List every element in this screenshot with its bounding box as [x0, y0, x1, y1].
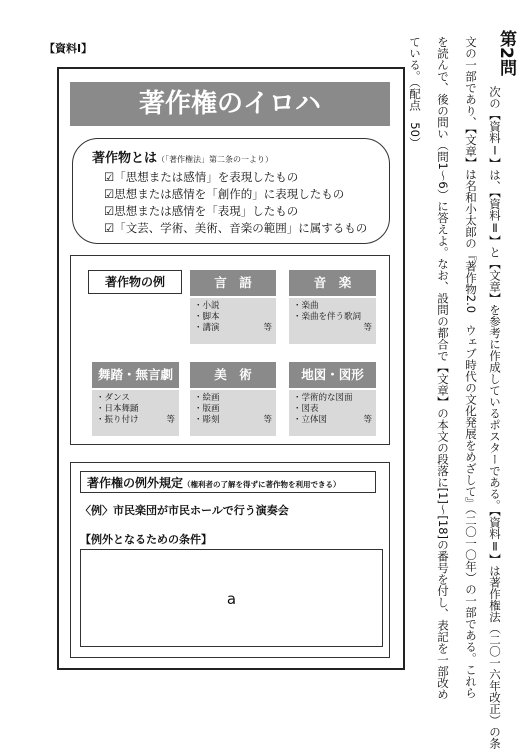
category-art-head: 美 術 — [190, 362, 276, 388]
category-note: 等 — [363, 415, 372, 425]
definition-item: ☑「思想または感情」を表現したもの — [104, 170, 299, 184]
category-item: ・楽曲を伴う歌詞 — [293, 312, 362, 322]
definition-title — [92, 147, 273, 166]
category-item: ・小説 — [194, 301, 220, 311]
category-note: 等 — [166, 415, 175, 425]
category-item: ・絵画 — [194, 393, 220, 403]
category-art-body — [190, 390, 276, 436]
exception-note: （権利者の了解を得ずに著作物を利用できる） — [183, 480, 341, 489]
category-item: ・講演 — [194, 323, 220, 333]
exception-heading — [80, 471, 376, 493]
category-note: 等 — [363, 323, 372, 333]
poster-title: 著作権のイロハ — [70, 82, 390, 126]
category-item: ・ダンス — [96, 393, 130, 403]
definition-source: （「著作権法」第二条の一より） — [157, 155, 274, 164]
category-item: ・日本舞踊 — [96, 404, 139, 414]
category-note: 等 — [263, 323, 272, 333]
category-note: 等 — [263, 415, 272, 425]
category-music-head: 音 楽 — [289, 270, 376, 296]
question-line-1: 次の【資料Ⅰ】は、【資料Ⅱ】と【文章】を参考に作成しているポスターである。【資料Ⅱ】は著作権法（二〇一六年改正）の条 — [488, 86, 502, 749]
exception-conditions-label: 【例外となるための条件】 — [80, 533, 212, 546]
definition-item: ☑「文芸、学術、美術、音楽の範囲」に属するもの — [104, 221, 368, 235]
category-item: ・立体図 — [293, 415, 328, 425]
exception-title: 著作権の例外規定 — [87, 476, 184, 490]
category-language-body — [190, 298, 276, 344]
category-item: ・脚本 — [194, 312, 220, 322]
category-item: ・振り付け — [96, 415, 139, 425]
question-line-4: ている。（配点 50） — [408, 36, 422, 149]
category-dance-body — [92, 390, 179, 436]
question-line-3: を読んで、後の問い（問1〜6）に答えよ。なお、設問の都合で【文章】の本文の段落に[1]〜[18]の番号を付し、表記を一部改め — [436, 36, 450, 701]
category-map-body — [289, 390, 376, 436]
examples-heading: 著作物の例 — [88, 270, 182, 294]
category-language-head: 言 語 — [190, 270, 276, 296]
category-item: ・彫刻 — [194, 415, 220, 425]
category-item: ・楽曲 — [293, 301, 319, 311]
question-line-2: 文の一部であり、【文章】は名和小太郎の『著作物2.0 ウェブ時代の文化発展をめざして』（二〇一〇年）の一部である。これら — [464, 36, 478, 699]
definition-item: ☑思想または感情を「表現」したもの — [104, 204, 299, 218]
category-item: ・版画 — [194, 404, 220, 414]
answer-blank-label: a — [226, 590, 237, 608]
category-music-body — [289, 298, 376, 344]
definition-title-text: 著作物とは — [92, 151, 158, 166]
definition-item: ☑思想または感情を「創作的」に表現したもの — [104, 187, 345, 201]
material-label: 【資料Ⅰ】 — [44, 42, 93, 55]
exception-example: 〈例〉市民楽団が市民ホールで行う演奏会 — [80, 504, 289, 517]
category-item: ・図表 — [293, 404, 319, 414]
category-item: ・学術的な図面 — [293, 393, 353, 403]
category-map-head: 地図・図形 — [289, 362, 376, 388]
question-number: 第2問 — [496, 30, 516, 76]
category-dance-head: 舞踏・無言劇 — [92, 362, 179, 388]
